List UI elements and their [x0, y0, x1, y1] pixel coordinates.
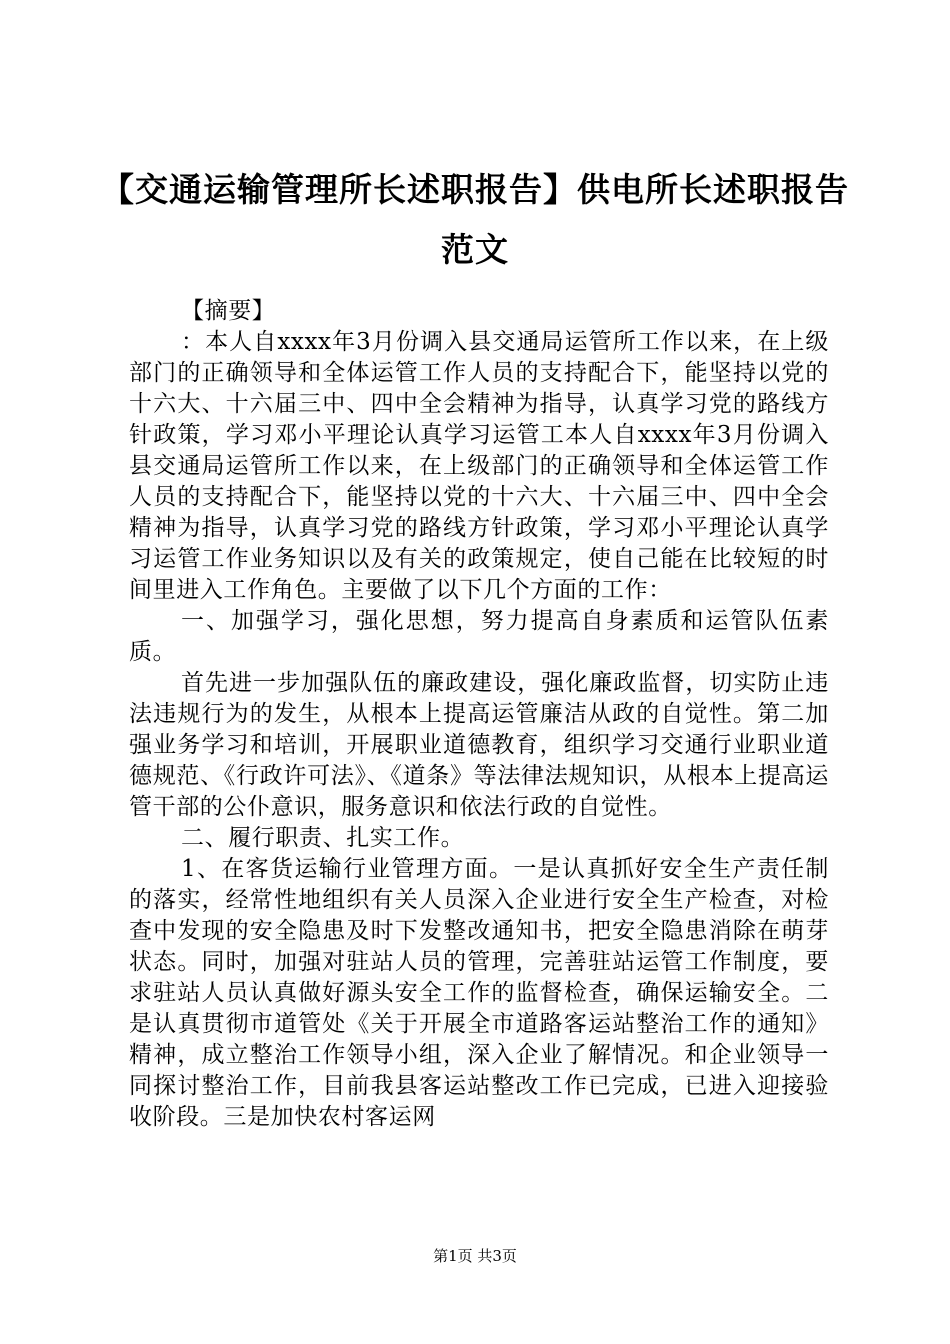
document-body — [129, 296, 829, 1133]
abstract-heading: 【摘要】 — [181, 298, 276, 324]
section-heading-2: 二、履行职责、扎实工作。 — [181, 825, 465, 851]
paragraph-intro: ：本人自xxxx年3月份调入县交通局运管所工作以来，在上级部门的正确领导和全体运管工作人员的支持配合下，能坚持以党的十六大、十六届三中、四中全会精神为指导，认真学习党的路线方针政策，学习邓小平理论认真学习运管工本人自xxxx年3月份调入县交通局运管所工作以来，在上级部门的正确领导和全体运管工作人员的支持配合下，能坚持以党的十六大、十六届三中、四中全会精神为指导，认真学习党的路线方针政策，学习邓小平理论认真学习运管工作业务知识以及有关的政策规定，使自己能在比较短的时间里进入工作角色。主要做了以下几个方面的工作： — [129, 329, 829, 603]
paragraph-transport: 1、在客货运输行业管理方面。一是认真抓好安全生产责任制的落实，经常性地组织有关人员深入企业进行安全生产检查，对检查中发现的安全隐患及时下发整改通知书，把安全隐患消除在萌芽状态。同时，加强对驻站人员的管理，完善驻站运管工作制度，要求驻站人员认真做好源头安全工作的监督检查，确保运输安全。二是认真贯彻市道管处《关于开展全市道路客运站整治工作的通知》精神，成立整治工作领导小组，深入企业了解情况。和企业领导一同探讨整治工作，目前我县客运站整改工作已完成，已进入迎接验收阶段。三是加快农村客运网 — [129, 856, 829, 1130]
page-footer: 第1页 共3页 — [433, 1247, 517, 1265]
document-title: 【交通运输管理所长述职报告】供电所长述职报告范文 — [101, 170, 849, 269]
section-heading-1: 一、加强学习，强化思想，努力提高自身素质和运管队伍素质。 — [129, 608, 829, 665]
paragraph-integrity: 首先进一步加强队伍的廉政建设，强化廉政监督，切实防止违法违规行为的发生，从根本上提高运管廉洁从政的自觉性。第二加强业务学习和培训，开展职业道德教育，组织学习交通行业职业道德规范、《行政许可法》、《道条》等法律法规知识，从根本上提高运管干部的公仆意识，服务意识和依法行政的自觉性。 — [129, 670, 829, 820]
